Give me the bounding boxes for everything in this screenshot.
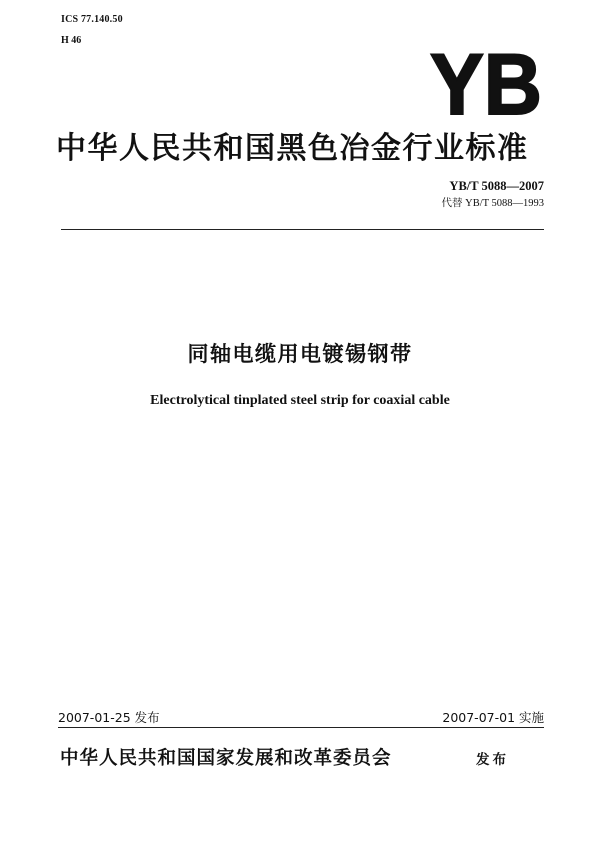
- yb-logo: [428, 44, 544, 120]
- implementation-date: 2007-07-01 实施: [442, 710, 544, 725]
- industry-standard-title: 中华人民共和国黑色冶金行业标准: [56, 131, 529, 166]
- standard-number: YB/T 5088—2007: [449, 179, 544, 193]
- yb-logo-text: YB: [430, 44, 542, 120]
- ics-code: ICS 77.140.50: [61, 14, 123, 25]
- replaces-standard: 代替 YB/T 5088—1993: [441, 198, 544, 209]
- issue-date: 2007-01-25 发布: [58, 710, 160, 725]
- bottom-divider: [58, 727, 544, 728]
- top-divider: [61, 229, 544, 230]
- category-code: H 46: [61, 35, 82, 46]
- document-title-en: Electrolytical tinplated steel strip for coaxial cable: [150, 393, 450, 408]
- document-title-cn: 同轴电缆用电镀锡钢带: [187, 342, 413, 366]
- issuing-label: 发布: [476, 752, 509, 768]
- issuing-authority: 中华人民共和国国家发展和改革委员会: [60, 748, 392, 769]
